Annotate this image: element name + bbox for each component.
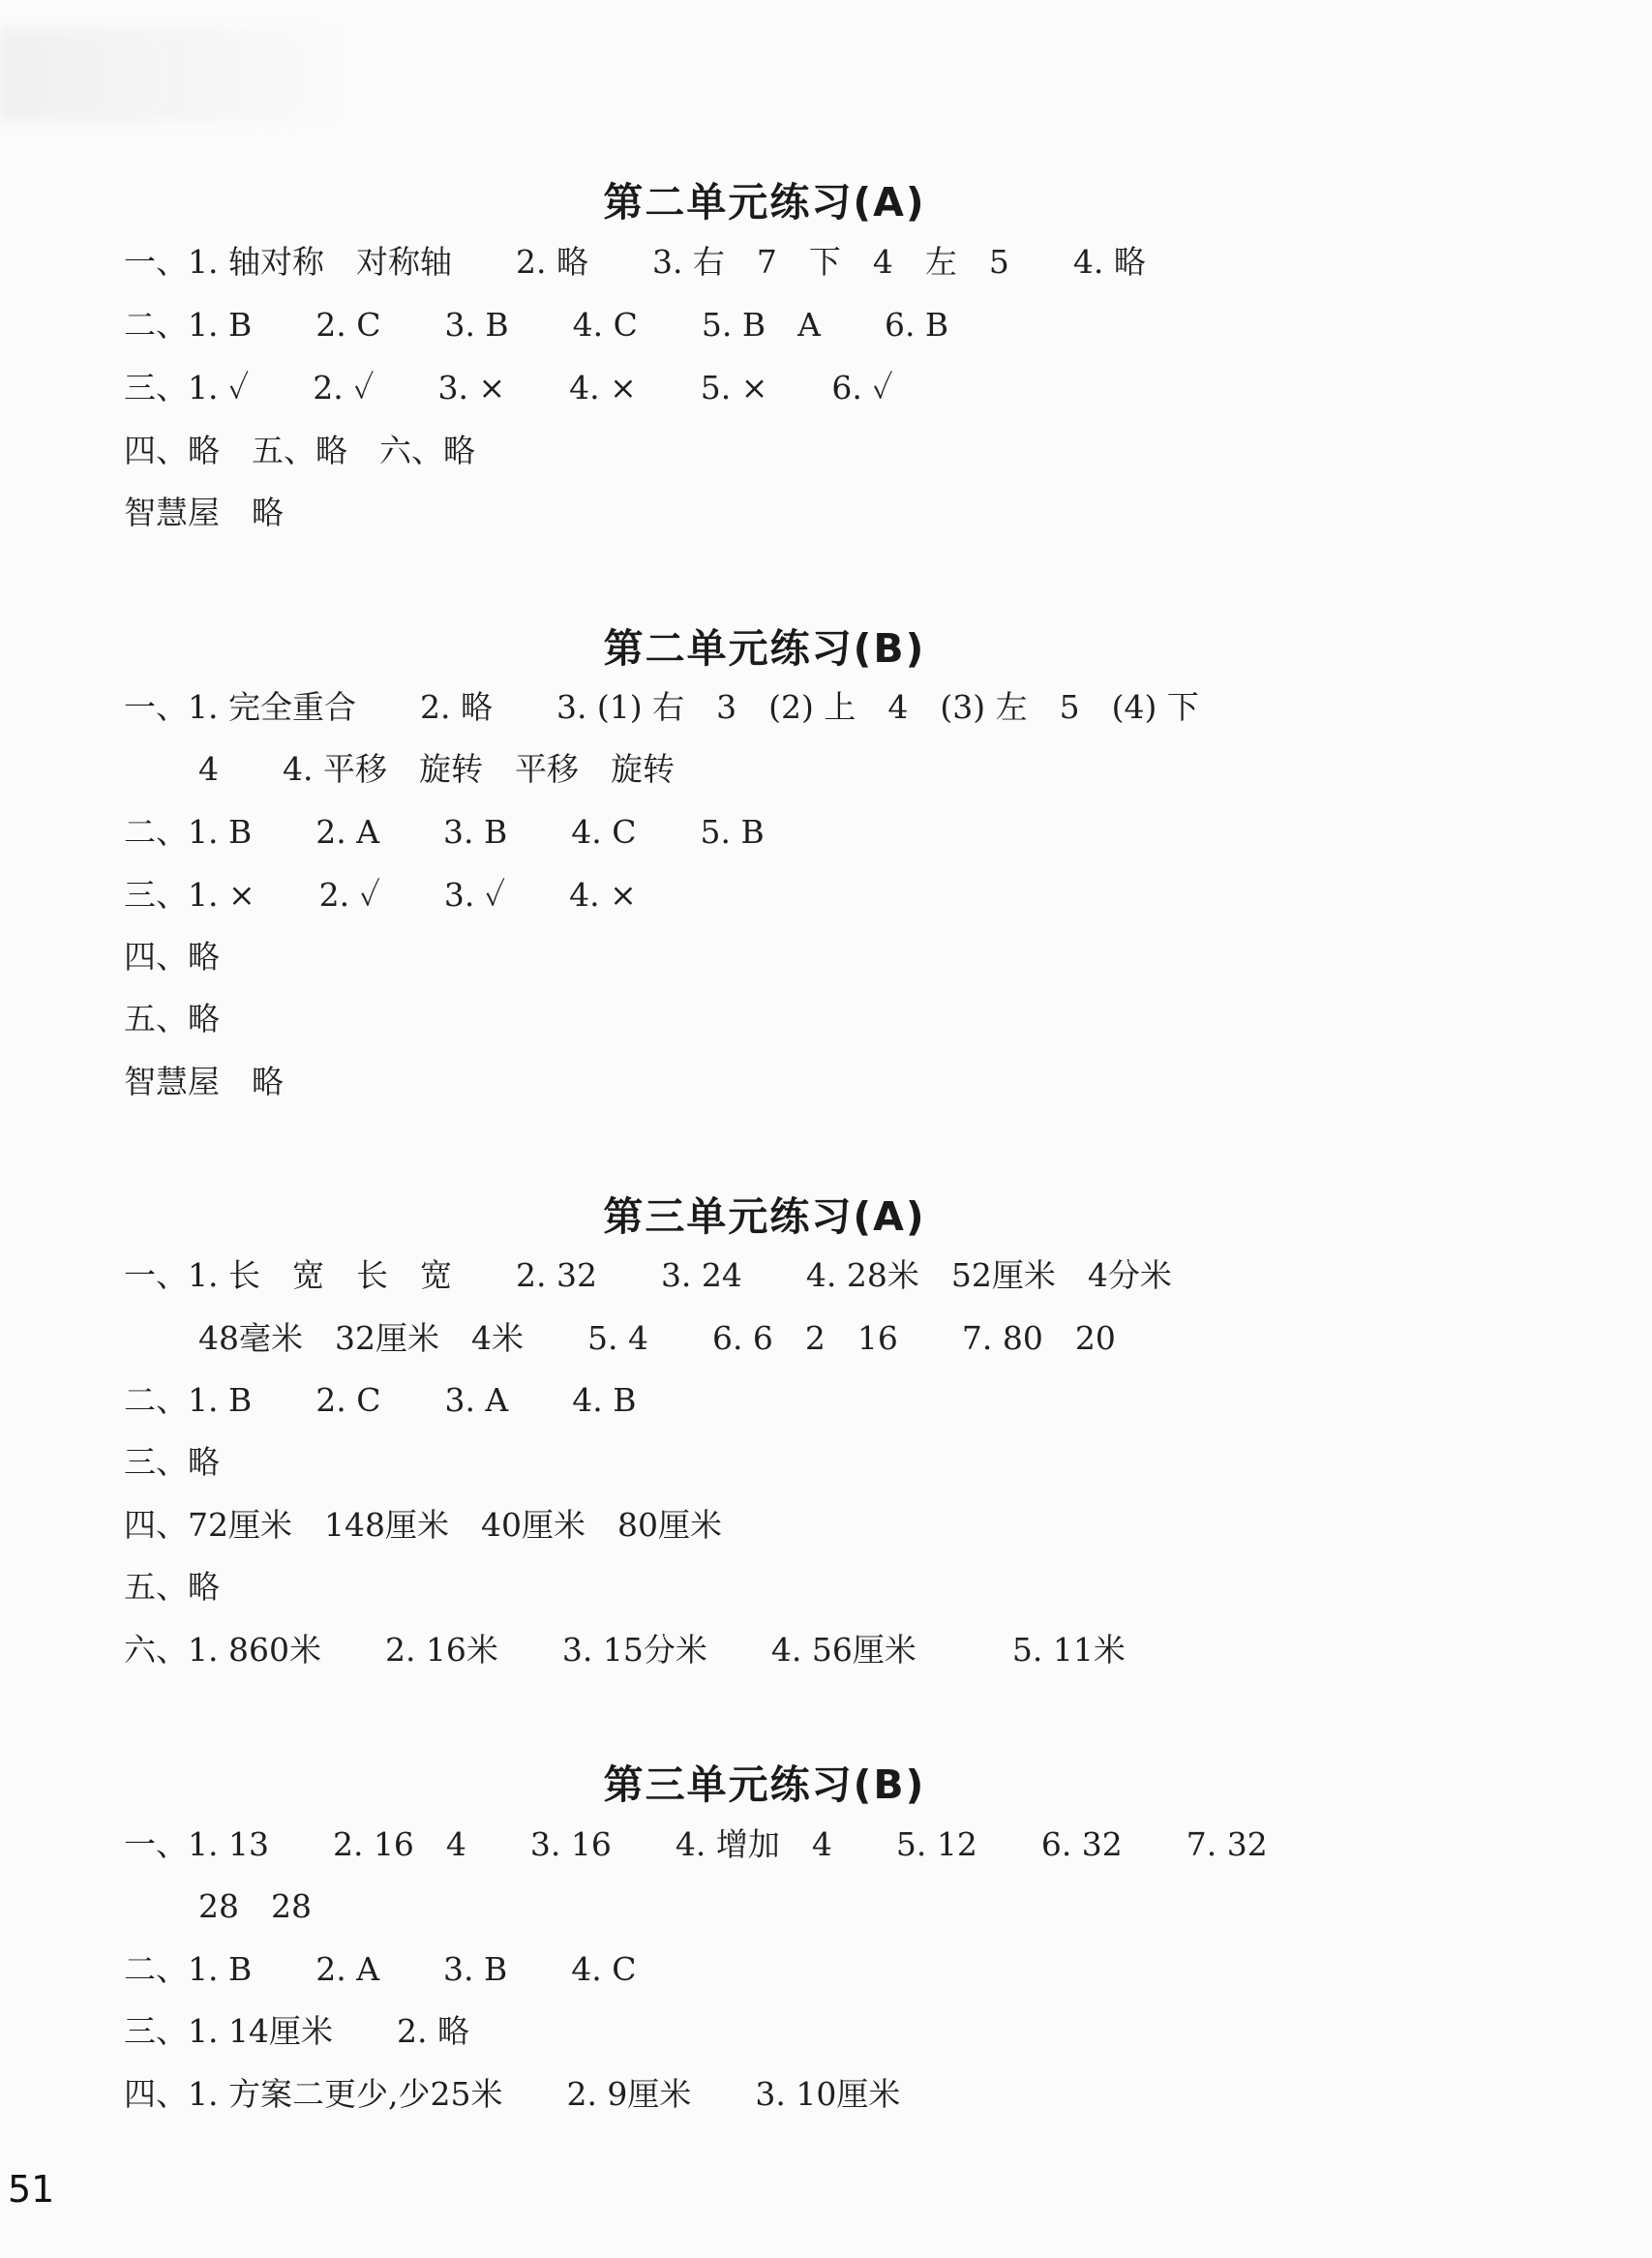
answer-line: 五、略: [124, 1568, 220, 1606]
answer-line-continued: 4 4. 平移 旋转 平移 旋转: [198, 750, 675, 788]
answer-line: 一、1. 长 宽 长 宽 2. 32 3. 24 4. 28米 52厘米 4分米: [124, 1256, 1172, 1294]
section-title: 第二单元练习(A): [603, 179, 926, 226]
answer-line: 一、1. 轴对称 对称轴 2. 略 3. 右 7 下 4 左 5 4. 略: [124, 243, 1146, 281]
answer-line: 二、1. B 2. A 3. B 4. C: [124, 1950, 637, 1988]
answer-line: 三、1. ✓ 2. ✓ 3. × 4. × 5. × 6. ✓: [124, 369, 893, 406]
scan-smudge: [0, 29, 339, 121]
answer-line: 智慧屋 略: [124, 494, 284, 531]
answer-line: 二、1. B 2. C 3. B 4. C 5. B A 6. B: [124, 306, 949, 344]
answer-line-continued: 48毫米 32厘米 4米 5. 4 6. 6 2 16 7. 80 20: [198, 1319, 1116, 1357]
section-title: 第三单元练习(A): [603, 1193, 926, 1240]
section-title: 第三单元练习(B): [603, 1761, 926, 1808]
answer-line: 三、1. × 2. ✓ 3. ✓ 4. ×: [124, 876, 637, 914]
page-number: 51: [8, 2168, 55, 2211]
answer-line: 二、1. B 2. A 3. B 4. C 5. B: [124, 813, 765, 851]
answer-line: 三、1. 14厘米 2. 略: [124, 2012, 469, 2050]
answer-line-continued: 28 28: [198, 1887, 312, 1925]
answer-line: 智慧屋 略: [124, 1063, 284, 1100]
answer-line: 一、1. 完全重合 2. 略 3. (1) 右 3 (2) 上 4 (3) 左 5 (4) 下: [124, 688, 1199, 726]
section-title: 第二单元练习(B): [603, 625, 926, 672]
answer-line: 二、1. B 2. C 3. A 4. B: [124, 1381, 637, 1419]
answer-line: 三、略: [124, 1443, 220, 1481]
answer-line: 四、略: [124, 938, 220, 976]
answer-line: 四、1. 方案二更少,少25米 2. 9厘米 3. 10厘米: [124, 2075, 901, 2113]
answer-line: 六、1. 860米 2. 16米 3. 15分米 4. 56厘米 5. 11米: [124, 1631, 1126, 1669]
answer-line: 五、略: [124, 1000, 220, 1038]
answer-line: 一、1. 13 2. 16 4 3. 16 4. 增加 4 5. 12 6. 32 7. 32: [124, 1825, 1268, 1863]
answer-line: 四、72厘米 148厘米 40厘米 80厘米: [124, 1506, 722, 1544]
answer-line: 四、略 五、略 六、略: [124, 432, 475, 469]
